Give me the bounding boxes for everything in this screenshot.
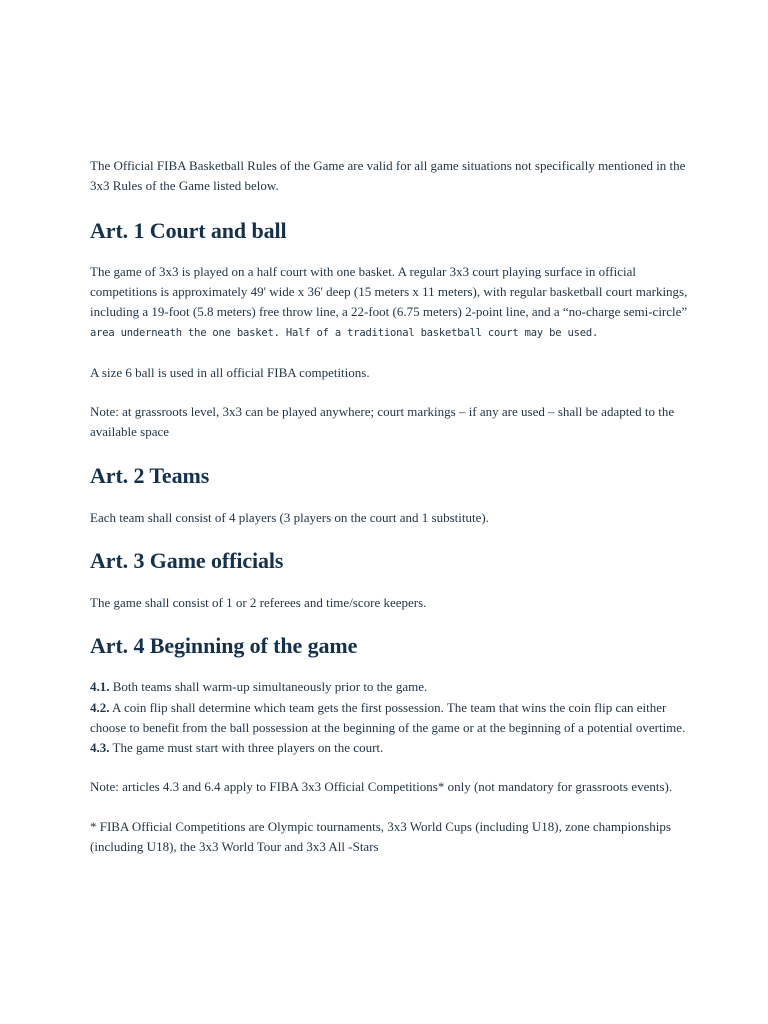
rule-4-1-text: Both teams shall warm-up simultaneously prior to the game. (112, 679, 428, 695)
intro-paragraph: The Official FIBA Basketball Rules of the Game are valid for all game situations not specifically mentioned in the 3x3 Rules of the Game listed below. (90, 158, 686, 194)
rule-4-3 (90, 738, 690, 758)
art4-heading: Art. 4 Beginning of the game (90, 633, 358, 659)
art3-heading: Art. 3 Game officials (90, 547, 284, 573)
competitions-footnote: * FIBA Official Competitions are Olympic tournaments, 3x3 World Cups (including U18), zone championships (including U18), the 3x3 World Tour and 3x3 All -Stars (90, 818, 671, 855)
art4-note: Note: articles 4.3 and 6.4 apply to FIBA 3x3 Official Competitions* only (not mandatory for grassroots events). (90, 779, 673, 795)
art1-paragraph-court-tail: area underneath the one basket. Half of a traditional basketball court may be used. (90, 327, 599, 340)
art1-heading: Art. 1 Court and ball (90, 217, 287, 243)
art1-paragraph-court-text: The game of 3x3 is played on a half court with one basket. A regular 3x3 court playing surface in official competitions is approximately 49' wide x 36' deep (15 meters x 11 meters), with regular basketball court markings, including a 19-foot (5.8 meters) free throw line, a 22-foot (6.75 meters) 2-point line, and a “no-charge semi-circle” (90, 263, 688, 320)
rule-4-1-number: 4.1. (90, 679, 110, 695)
art1-paragraph-court (90, 262, 690, 344)
art2-paragraph: Each team shall consist of 4 players (3 players on the court and 1 substitute). (90, 509, 489, 525)
rule-4-3-number: 4.3. (90, 740, 110, 756)
art1-note: Note: at grassroots level, 3x3 can be played anywhere; court markings – if any are used – shall be adapted to the available space (90, 404, 675, 440)
rule-4-1 (90, 677, 690, 697)
rule-4-2 (90, 698, 690, 739)
art3-paragraph: The game shall consist of 1 or 2 referees and time/score keepers. (90, 594, 427, 610)
art1-paragraph-ball: A size 6 ball is used in all official FIBA competitions. (90, 364, 370, 380)
art2-heading: Art. 2 Teams (90, 462, 210, 488)
rule-4-3-text: The game must start with three players on the court. (112, 740, 384, 756)
rule-4-2-number: 4.2. (90, 699, 110, 715)
document-body (90, 156, 690, 857)
rule-4-2-text: A coin flip shall determine which team gets the first possession. The team that wins the coin flip can either choose to benefit from the ball possession at the beginning of the game or at the beginning of a potential overtime. (90, 699, 686, 735)
